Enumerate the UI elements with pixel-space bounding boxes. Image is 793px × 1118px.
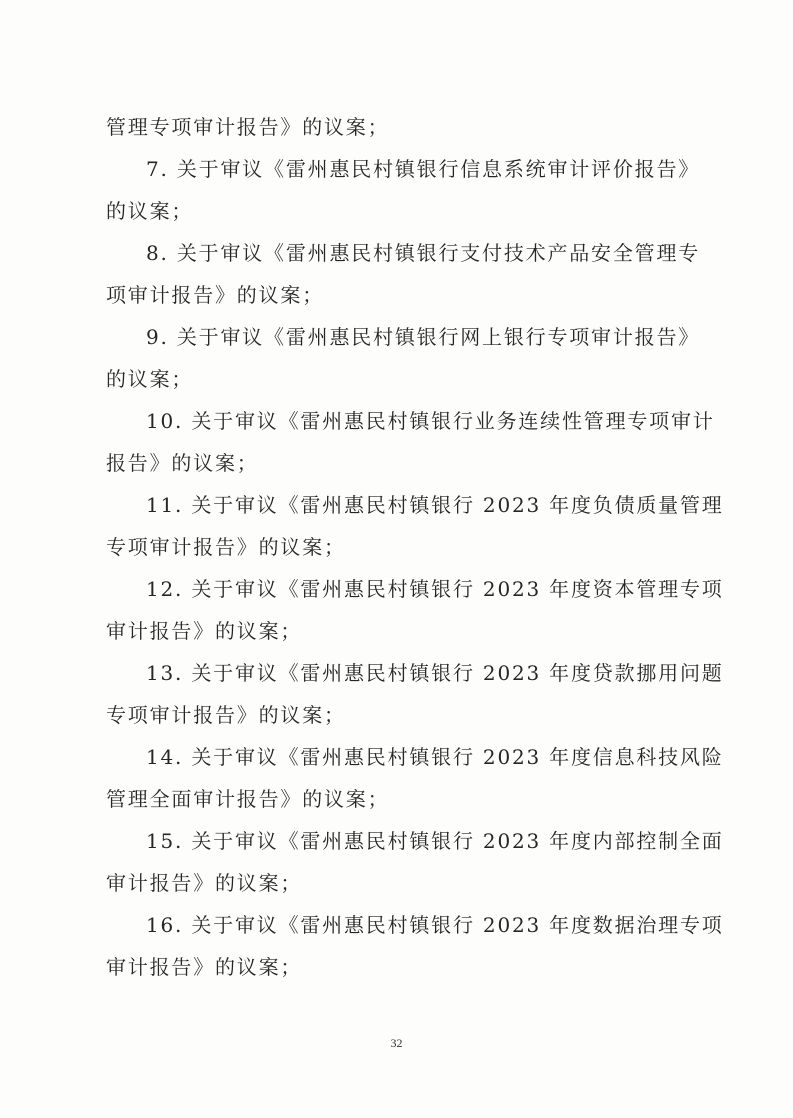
text-line: 审计报告》的议案； <box>106 955 303 979</box>
text-line: 管理专项审计报告》的议案； <box>106 115 390 139</box>
text-line: 项审计报告》的议案； <box>106 283 324 307</box>
text-line: 16. 关于审议《雷州惠民村镇银行 2023 年度数据治理专项 <box>146 913 724 937</box>
text-line: 9. 关于审议《雷州惠民村镇银行网上银行专项审计报告》 <box>146 325 701 349</box>
text-line: 专项审计报告》的议案； <box>106 535 346 559</box>
text-line: 管理全面审计报告》的议案； <box>106 787 390 811</box>
text-line: 的议案； <box>106 199 194 223</box>
text-line: 10. 关于审议《雷州惠民村镇银行业务连续性管理专项审计 <box>146 409 715 433</box>
text-line: 审计报告》的议案； <box>106 871 303 895</box>
text-line: 报告》的议案； <box>106 451 259 475</box>
text-line: 11. 关于审议《雷州惠民村镇银行 2023 年度负债质量管理 <box>146 493 724 517</box>
document-body <box>106 106 724 988</box>
text-line: 8. 关于审议《雷州惠民村镇银行支付技术产品安全管理专 <box>146 241 701 265</box>
text-line: 13. 关于审议《雷州惠民村镇银行 2023 年度贷款挪用问题 <box>146 661 724 685</box>
text-line: 15. 关于审议《雷州惠民村镇银行 2023 年度内部控制全面 <box>146 829 724 853</box>
page-number: 32 <box>390 1036 403 1050</box>
text-line: 审计报告》的议案； <box>106 619 303 643</box>
text-line: 7. 关于审议《雷州惠民村镇银行信息系统审计评价报告》 <box>146 157 701 181</box>
text-line: 专项审计报告》的议案； <box>106 703 346 727</box>
text-line: 14. 关于审议《雷州惠民村镇银行 2023 年度信息科技风险 <box>146 745 724 769</box>
text-line: 12. 关于审议《雷州惠民村镇银行 2023 年度资本管理专项 <box>146 577 724 601</box>
text-line: 的议案； <box>106 367 194 391</box>
